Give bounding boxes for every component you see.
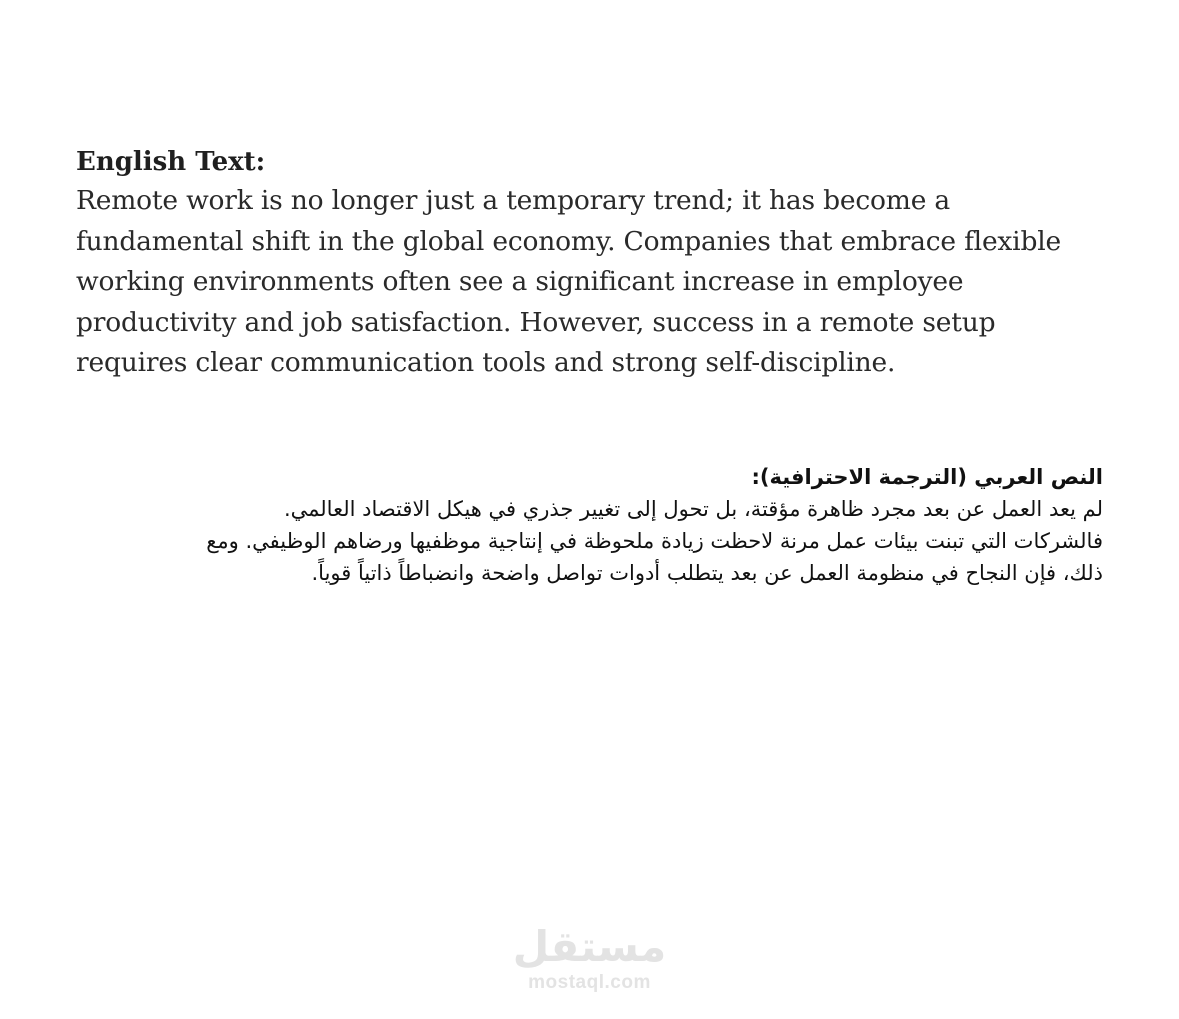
english-line: Remote work is no longer just a temporary trend; it has become a	[76, 185, 951, 216]
english-line: working environments often see a significant increase in employee	[76, 266, 964, 297]
english-section	[76, 143, 1116, 384]
english-line: requires clear communication tools and strong self-discipline.	[76, 347, 896, 378]
english-heading: English Text:	[76, 147, 266, 177]
arabic-heading: النص العربي (الترجمة الاحترافية):	[751, 465, 1103, 489]
arabic-section	[63, 462, 1103, 589]
english-paragraph	[76, 181, 1116, 384]
mostaql-watermark	[0, 922, 1179, 994]
arabic-paragraph	[63, 493, 1103, 589]
watermark-latin-text: mostaql.com	[528, 972, 651, 993]
english-line: productivity and job satisfaction. However, success in a remote setup	[76, 306, 996, 338]
watermark-arabic-text: مستقل	[512, 922, 667, 971]
arabic-line: لم يعد العمل عن بعد مجرد ظاهرة مؤقتة، بل تحول إلى تغيير جذري في هيكل الاقتصاد العالمي.	[283, 497, 1103, 521]
english-line: fundamental shift in the global economy. Companies that embrace flexible	[76, 225, 1061, 257]
arabic-line: فالشركات التي تبنت بيئات عمل مرنة لاحظت زيادة ملحوظة في إنتاجية موظفيها ورضاهم الوظيفي. ومع	[206, 529, 1103, 553]
arabic-line: ذلك، فإن النجاح في منظومة العمل عن بعد يتطلب أدوات تواصل واضحة وانضباطاً ذاتياً قوياً.	[311, 561, 1103, 585]
